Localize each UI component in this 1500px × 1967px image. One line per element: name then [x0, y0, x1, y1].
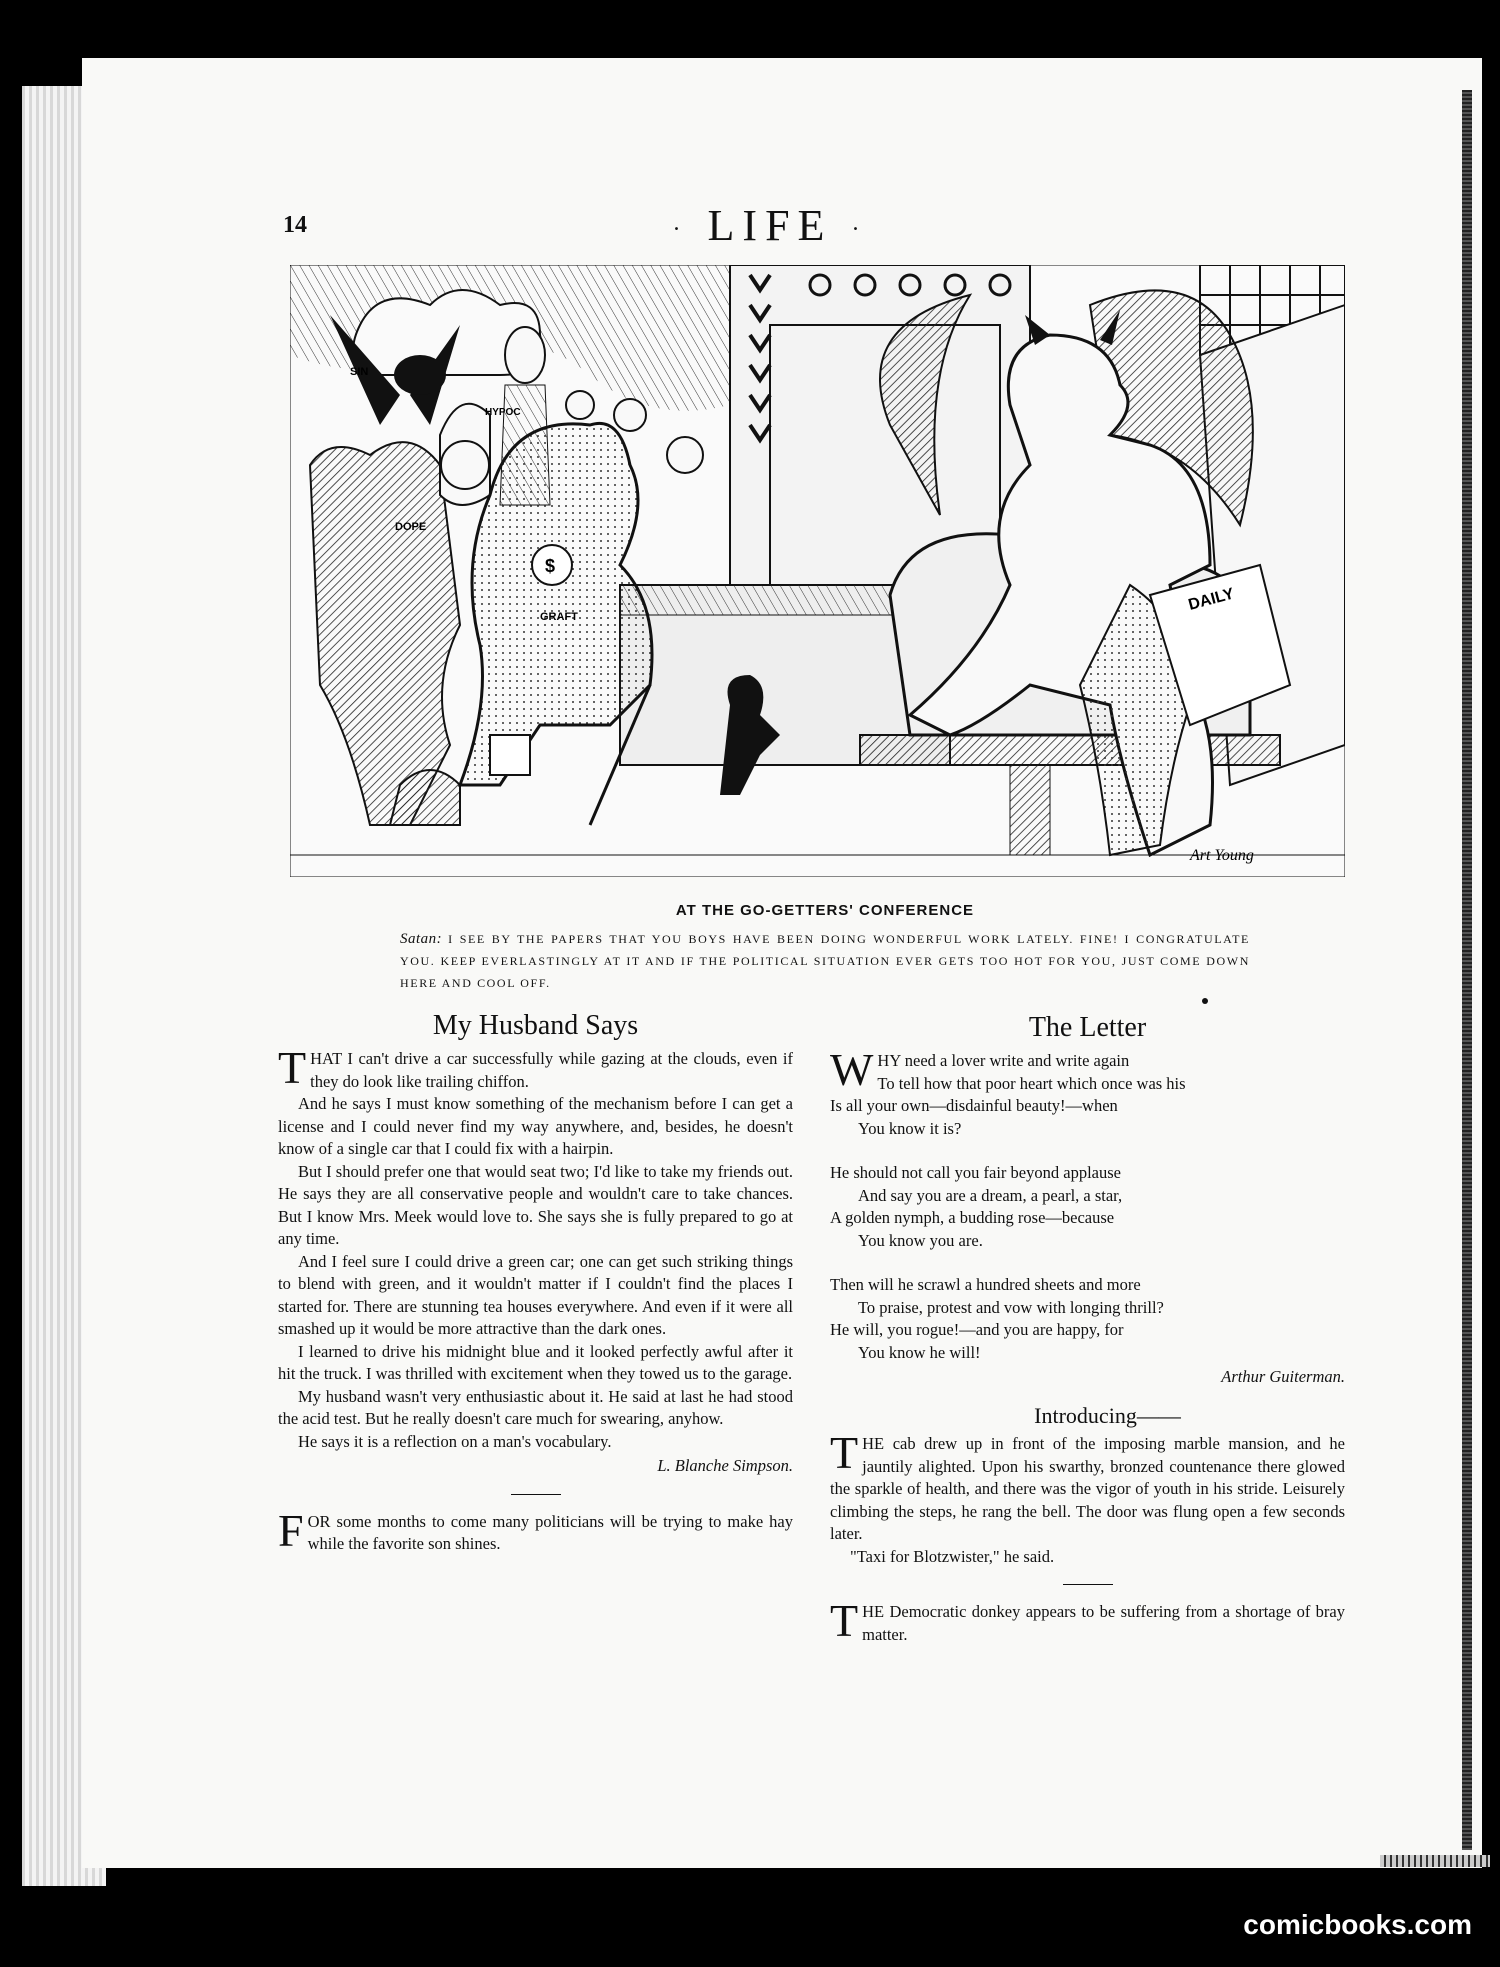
article-paragraph: "Taxi for Blotzwister," he said.: [850, 1546, 1055, 1566]
poem-line: You know you are.: [858, 1230, 983, 1250]
article-paragraph: THE cab drew up in front of the imposing marble mansion, and he jauntily alighted. Upon his swarthy, bronzed countenance there glowed the sparkle of health, and there was the vigor of youth in his stride. Leisurely climbing the steps, he rang the bell. The door was flung open a few seconds later.: [830, 1427, 1345, 1543]
article-paragraph: He says it is a reflection on a man's vocabulary.: [298, 1431, 612, 1451]
poem-line: And say you are a dream, a pearl, a star,: [858, 1185, 1123, 1205]
dropcap: W: [830, 1044, 874, 1095]
poem-title: The Letter: [1028, 1012, 1147, 1043]
page-number: 14: [283, 212, 307, 238]
poem-line: He should not call you fair beyond applause: [830, 1163, 1121, 1182]
caption-speaker: Satan:: [400, 931, 443, 947]
poem-line: You know it is?: [858, 1118, 962, 1138]
poem-line: To tell how that poor heart which once was his: [877, 1073, 1186, 1093]
poem-line: He will, you rogue!—and you are happy, for: [830, 1320, 1124, 1339]
binding-edge: [1462, 90, 1472, 1850]
poem-the-letter: [830, 1012, 1345, 1389]
svg-text:HYPOC: HYPOC: [485, 407, 521, 418]
article-my-husband-says: [278, 1010, 793, 1556]
article-paragraph: THAT I can't drive a car successfully while gazing at the clouds, even if they do look like trailing chiffon.: [278, 1042, 793, 1093]
article-paragraph: My husband wasn't very enthusiastic about it. He said at last he had stood the acid test. But he really doesn't care much for swearing, anyhow.: [278, 1386, 793, 1428]
dropcap: T: [830, 1595, 859, 1646]
poem-line: HY need a lover write and write again: [877, 1051, 1130, 1070]
caption-title: AT THE GO-GETTERS' CONFERENCE: [675, 902, 975, 919]
poem-signature: Arthur Guiterman.: [1221, 1367, 1345, 1386]
poem-stanza: [830, 1274, 1345, 1364]
poem-line: To praise, protest and vow with longing thrill?: [858, 1297, 1164, 1317]
masthead: [600, 200, 940, 251]
squib-politicians: FOR some months to come many politicians will be trying to make hay while the favorite son shines.: [278, 1504, 793, 1556]
divider-rule: [511, 1494, 561, 1495]
right-column: [830, 1012, 1345, 1646]
caption-dialogue: I SEE BY THE PAPERS THAT YOU BOYS HAVE BEEN DOING WONDERFUL WORK LATELY. FINE! I CONGRATULATE YOU. KEEP EVERLASTINGLY AT IT AND IF THE POLITICAL SITUATION EVER GETS TOO HOT FOR YOU, JUST COME DOWN HERE AND COOL OFF.: [400, 932, 1250, 990]
poem-stanza: [830, 1162, 1345, 1252]
dropcap: T: [278, 1042, 307, 1093]
watermark: comicbooks.com: [1243, 1909, 1472, 1940]
poem-line: A golden nymph, a budding rose—because: [830, 1208, 1115, 1227]
dropcap: F: [278, 1504, 304, 1556]
squib-donkey: THE Democratic donkey appears to be suffering from a shortage of bray matter.: [830, 1595, 1345, 1646]
svg-text:Art Young: Art Young: [1190, 847, 1254, 864]
svg-text:DAILY: DAILY: [1186, 585, 1236, 614]
divider-rule: [1063, 1584, 1113, 1585]
masthead-dot-left-icon: ·: [672, 216, 689, 243]
caption-text: [400, 928, 1250, 994]
article-signature: L. Blanche Simpson.: [657, 1456, 793, 1475]
article-paragraph: I learned to drive his midnight blue and it looked perfectly awful after it hit the truck. I was thrilled with excitement when they towed us to the garage.: [278, 1341, 793, 1383]
ink-speck: [1202, 998, 1208, 1004]
article-introducing-title: Introducing——: [1034, 1402, 1181, 1428]
magazine-title: LIFE: [707, 201, 833, 250]
article-paragraph: And he says I must know something of the mechanism before I can get a license and I could never find my way anywhere, and, besides, he doesn't know of a single car that I could fix with a hairpin.: [278, 1094, 793, 1158]
cartoon-illustration: [290, 265, 1345, 877]
article-paragraph: But I should prefer one that would seat two; I'd like to take my friends out. He says they are all conservative people and wouldn't care to take chances. But I know Mrs. Meek would love to. She says she is fully prepared to go at any time.: [278, 1161, 793, 1248]
svg-text:DOPE: DOPE: [395, 521, 427, 533]
svg-text:$: $: [545, 556, 556, 576]
masthead-dot-right-icon: ·: [851, 216, 868, 243]
poem-line: Is all your own—disdainful beauty!—when: [830, 1096, 1118, 1115]
poem-line: You know he will!: [858, 1342, 981, 1362]
article-title: My Husband Says: [432, 1010, 639, 1041]
poem-stanza: [830, 1044, 1345, 1140]
poem-line: Then will he scrawl a hundred sheets and more: [830, 1275, 1141, 1294]
dropcap: T: [830, 1427, 859, 1478]
svg-text:GRAFT: GRAFT: [540, 611, 578, 623]
article-paragraph: And I feel sure I could drive a green car; one can get such striking things to blend with green, and it wouldn't matter if I couldn't find the places I started for. There are stunning tea houses everywhere. And even if it were all smashed up it would be more attractive than the dark ones.: [278, 1251, 793, 1338]
page-bottom-edge: [1380, 1855, 1490, 1867]
svg-text:SIN: SIN: [350, 366, 369, 378]
